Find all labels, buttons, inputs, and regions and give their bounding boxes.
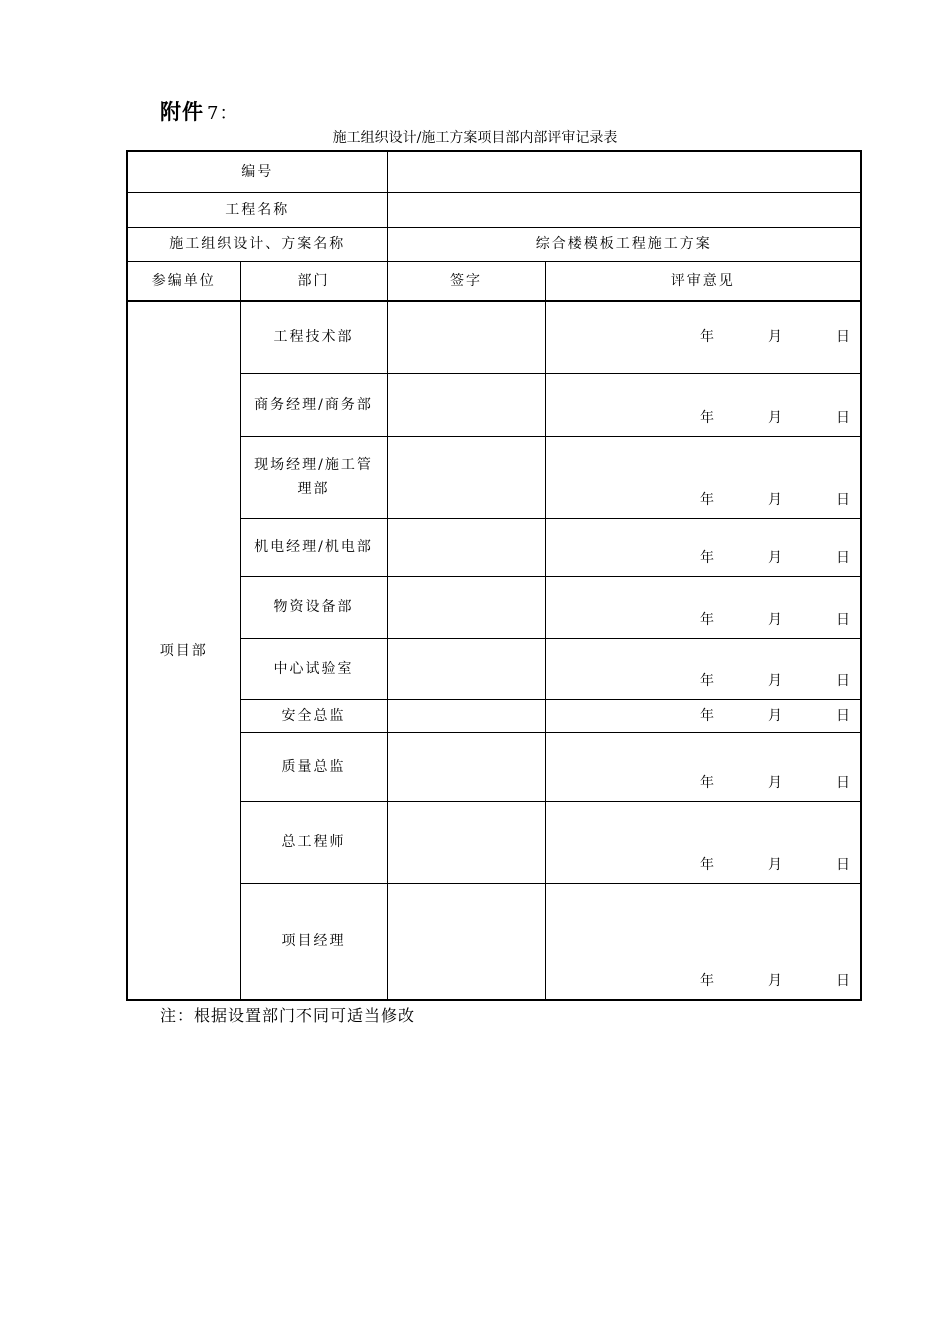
year-label: 年: [700, 409, 714, 426]
footnote: 注：根据设置部门不同可适当修改: [160, 1006, 416, 1025]
month-label: 月: [768, 707, 782, 724]
day-label: 日: [836, 774, 850, 791]
department-cell: 商务经理/商务部: [240, 373, 387, 436]
department-cell: 中心试验室: [240, 638, 387, 699]
signature-cell[interactable]: [387, 801, 545, 883]
day-label: 日: [836, 611, 850, 628]
year-label: 年: [700, 856, 714, 873]
date-line: [700, 325, 860, 349]
opinion-cell[interactable]: [545, 576, 861, 638]
date-line: [700, 969, 860, 993]
opinion-cell[interactable]: [545, 732, 861, 801]
day-label: 日: [836, 329, 850, 346]
column-header-signature: 签字: [387, 261, 545, 301]
attachment-label: 附件: [160, 99, 204, 124]
attachment-number: 7：: [207, 103, 239, 124]
date-line: [700, 488, 860, 512]
signature-cell[interactable]: [387, 732, 545, 801]
plan-name-label: 施工组织设计、方案名称: [127, 227, 387, 261]
department-cell: 现场经理/施工管理部: [240, 436, 387, 518]
signature-cell[interactable]: [387, 638, 545, 699]
date-line: [700, 669, 860, 693]
department-cell: 总工程师: [240, 801, 387, 883]
day-label: 日: [836, 973, 850, 989]
year-label: 年: [700, 707, 714, 724]
date-line: [700, 406, 860, 430]
day-label: 日: [836, 549, 850, 566]
signature-cell[interactable]: [387, 576, 545, 638]
month-label: 月: [768, 491, 782, 508]
day-label: 日: [836, 672, 850, 689]
year-label: 年: [700, 973, 714, 989]
month-label: 月: [768, 856, 782, 873]
date-line: [700, 608, 860, 632]
year-label: 年: [700, 672, 714, 689]
date-line: [700, 771, 860, 795]
signature-cell[interactable]: [387, 373, 545, 436]
day-label: 日: [836, 707, 850, 724]
year-label: 年: [700, 329, 714, 346]
signature-cell[interactable]: [387, 301, 545, 373]
number-label: 编号: [127, 151, 387, 192]
month-label: 月: [768, 672, 782, 689]
table-row: [127, 301, 861, 373]
number-row: [127, 151, 861, 192]
month-label: 月: [768, 409, 782, 426]
year-label: 年: [700, 549, 714, 566]
department-cell: 质量总监: [240, 732, 387, 801]
month-label: 月: [768, 549, 782, 566]
column-header-row: [127, 261, 861, 301]
opinion-cell[interactable]: [545, 301, 861, 373]
year-label: 年: [700, 491, 714, 508]
column-header-opinion: 评审意见: [545, 261, 861, 301]
plan-name-row: [127, 227, 861, 261]
column-header-department: 部门: [240, 261, 387, 301]
opinion-cell[interactable]: [545, 436, 861, 518]
signature-cell[interactable]: [387, 883, 545, 1000]
project-name-label: 工程名称: [127, 192, 387, 227]
year-label: 年: [700, 774, 714, 791]
month-label: 月: [768, 611, 782, 628]
signature-cell[interactable]: [387, 518, 545, 576]
date-line: [700, 704, 860, 728]
column-header-unit: 参编单位: [127, 261, 240, 301]
date-line: [700, 546, 860, 570]
signature-cell[interactable]: [387, 436, 545, 518]
opinion-cell[interactable]: [545, 638, 861, 699]
date-line: [700, 853, 860, 877]
department-cell: 工程技术部: [240, 301, 387, 373]
document-title: 施工组织设计/施工方案项目部内部评审记录表: [332, 130, 618, 146]
unit-name-cell: 项目部: [127, 301, 240, 1000]
department-cell: 机电经理/机电部: [240, 518, 387, 576]
month-label: 月: [768, 973, 782, 989]
project-name-field[interactable]: [387, 192, 861, 227]
number-field[interactable]: [387, 151, 861, 192]
signature-cell[interactable]: [387, 699, 545, 732]
day-label: 日: [836, 491, 850, 508]
attachment-header: [160, 96, 238, 126]
department-cell: 项目经理: [240, 883, 387, 1000]
month-label: 月: [768, 329, 782, 346]
opinion-cell[interactable]: [545, 883, 861, 1000]
opinion-cell[interactable]: [545, 801, 861, 883]
project-name-row: [127, 192, 861, 227]
opinion-cell[interactable]: [545, 699, 861, 732]
day-label: 日: [836, 409, 850, 426]
opinion-cell[interactable]: [545, 373, 861, 436]
year-label: 年: [700, 611, 714, 628]
month-label: 月: [768, 774, 782, 791]
opinion-cell[interactable]: [545, 518, 861, 576]
plan-name-field[interactable]: 综合楼模板工程施工方案: [387, 227, 861, 261]
day-label: 日: [836, 856, 850, 873]
department-cell: 物资设备部: [240, 576, 387, 638]
department-cell: 安全总监: [240, 699, 387, 732]
review-record-table: [126, 150, 862, 1001]
